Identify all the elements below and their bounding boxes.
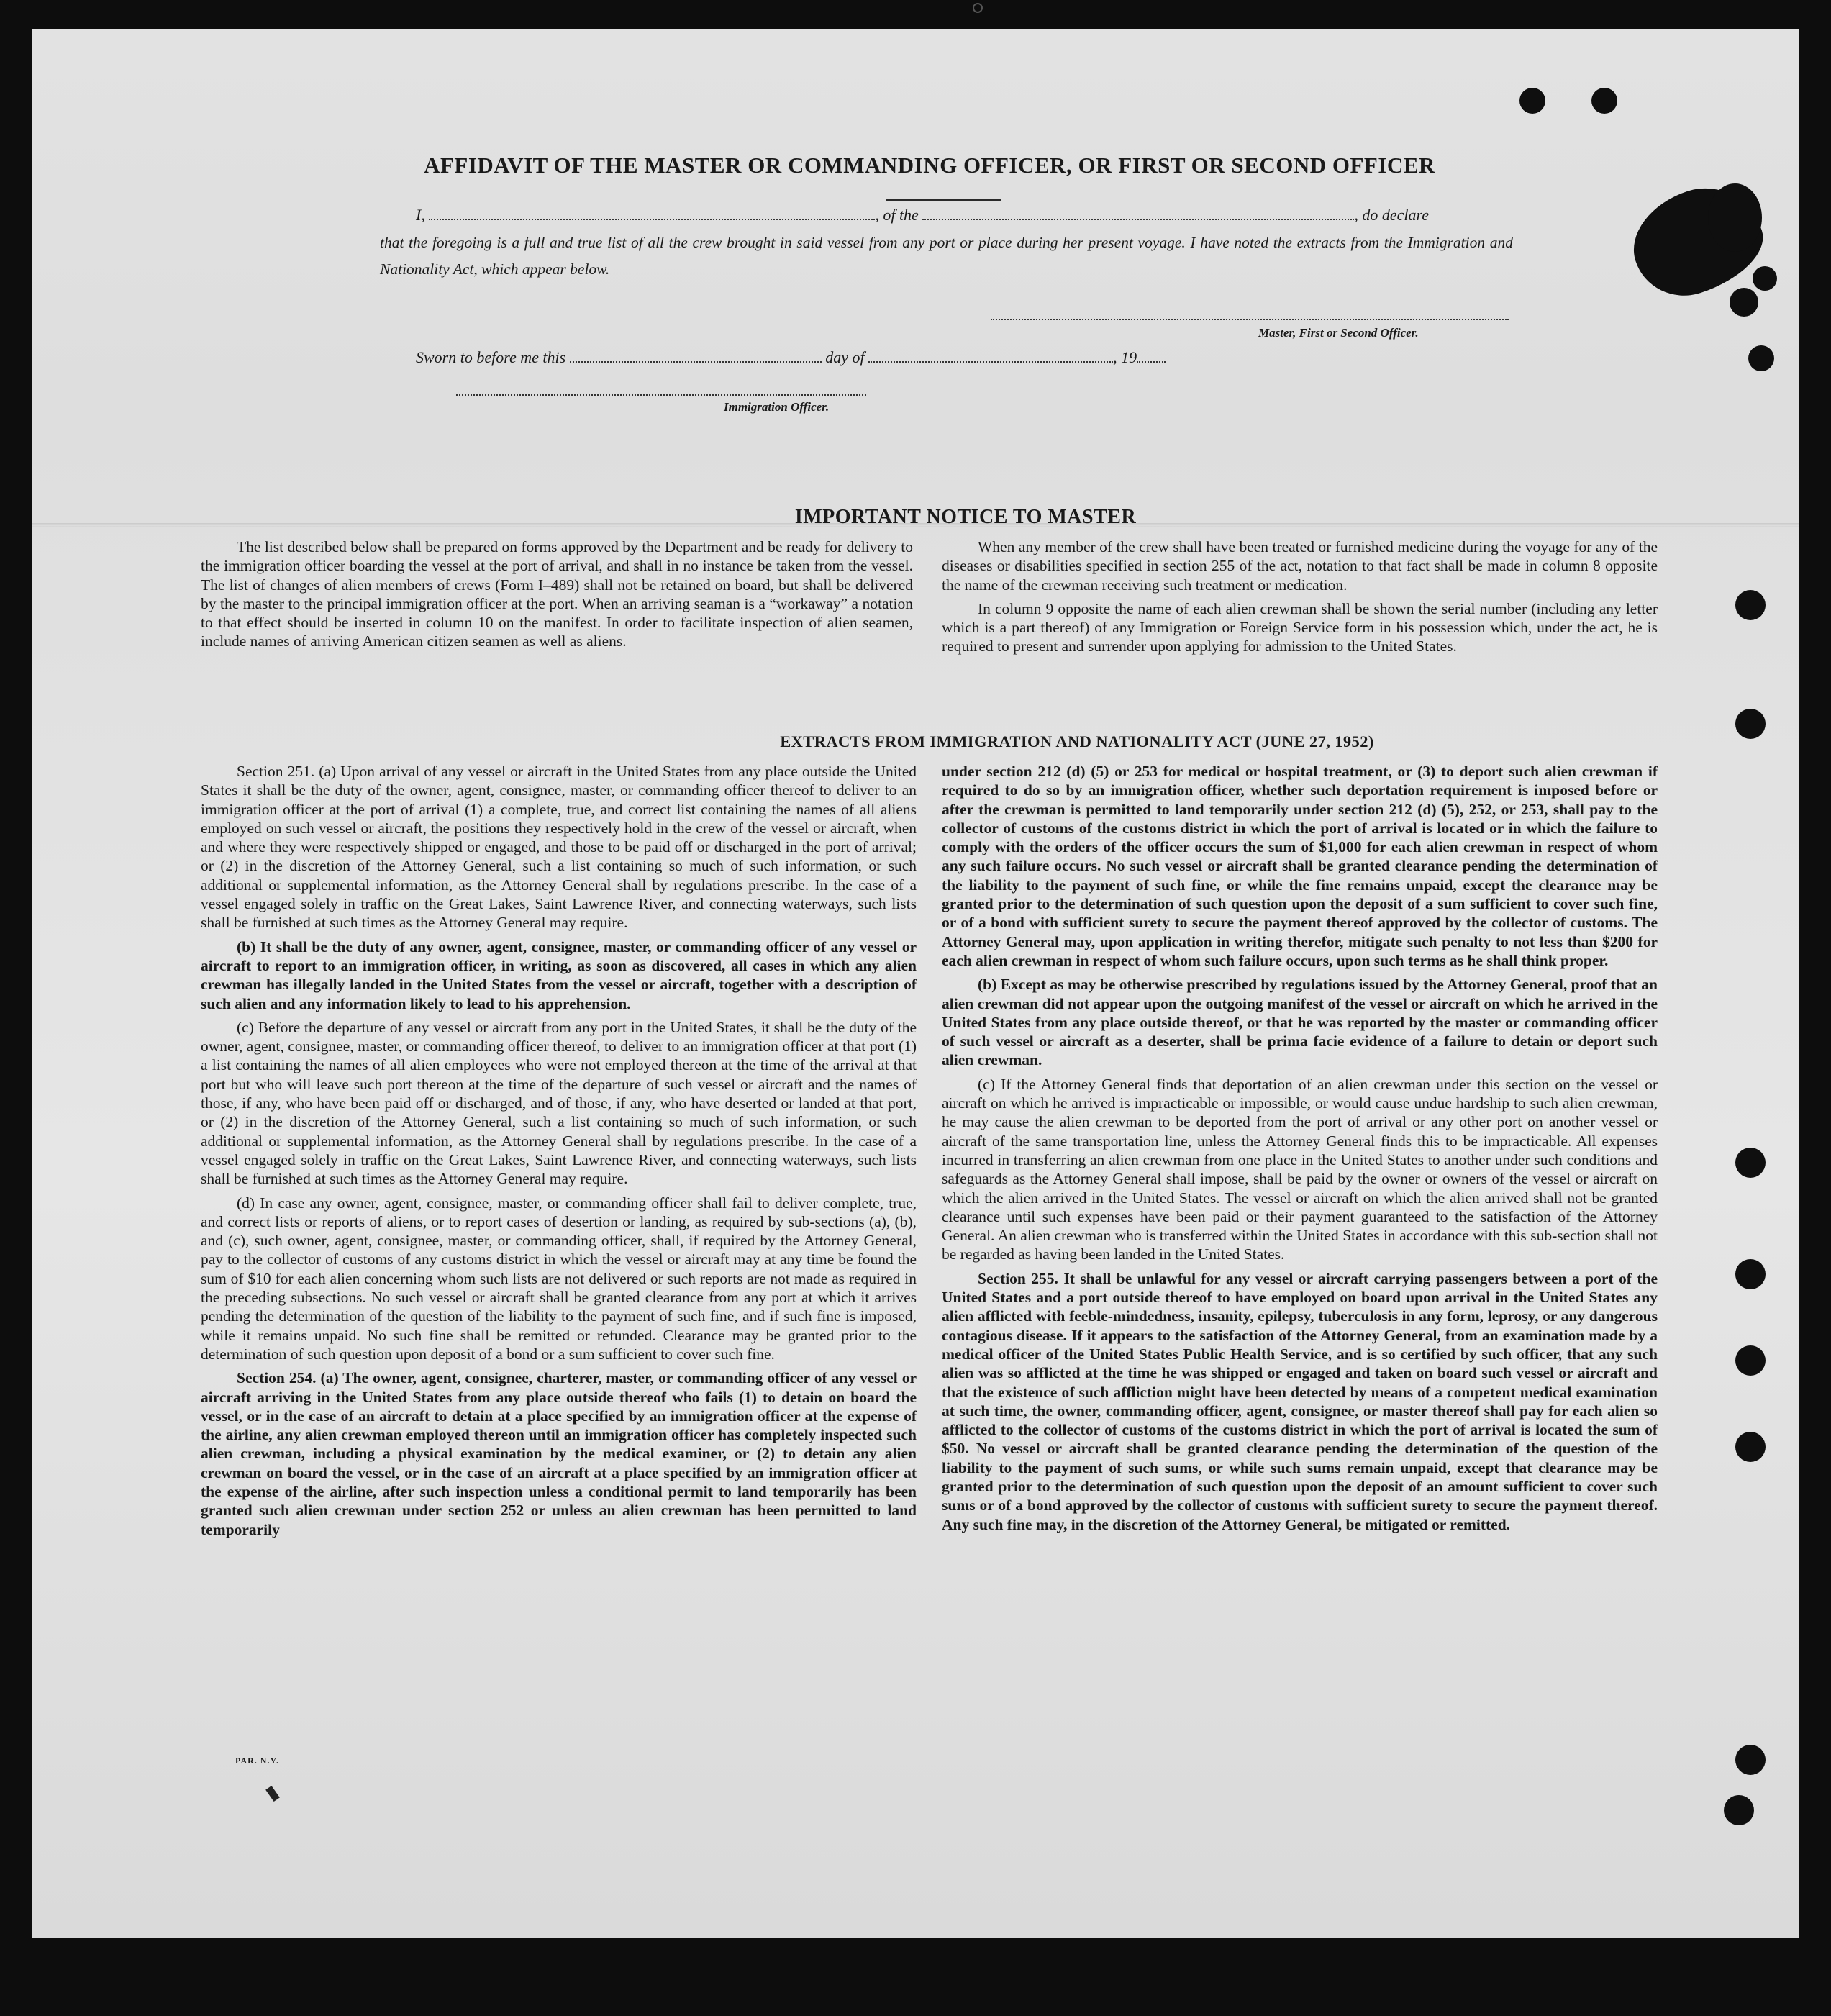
sworn-day-label: day of [825,348,865,366]
section-251-d: (d) In case any owner, agent, consignee, master, or commanding officer shall fail to deliver complete, true, and correct lists or reports of aliens, or to report cases of desertion or landing, as required by sub-sections (a), (b), and (c), such owner, agent, consignee, master, or commanding officer, shall, if required by the Attorney General, pay to the collector of customs of any customs district in which the vessel or aircraft may at any time be found the sum of $10 for each alien concerning whom such lists are not delivered or such reports are not made as required in the preceding subsections. No such vessel or aircraft shall be granted clearance from any port at which it arrives pending the determination of the question of the liability to the payment of such fine, and if such fine is imposed, while it remains unpaid. No such fine shall be remitted or refunded. Clearance may be granted prior to the determination of such question upon deposit of a bond or a sum sufficient to cover such fine. [201,1194,917,1363]
notice-left-paragraph: The list described below shall be prepared on forms approved by the Department and be ready for delivery to the immigration officer boarding the vessel at the port of arrival, and shall in no instance be taken from the vessel. The list of changes of alien members of crews (Form I–489) shall not be retained on board, but shall be delivered by the master to the principal immigration officer at the port. When an arriving seaman is a “workaway” a notation to that effect should be inserted in column 10 on the manifest. In order to facilitate inspection of alien seamen, include names of arriving American citizen seamen as well as aliens. [201,538,913,650]
section-251-a: Section 251. (a) Upon arrival of any vessel or aircraft in the United States from any place outside the United States it shall be the duty of the owner, agent, consignee, master, or commanding officer thereof to deliver to an immigration officer at the port of arrival (1) a complete, true, and correct list containing the names of all aliens employed on such vessel or aircraft, the positions they respectively hold in the crew of the vessel or aircraft, when and where they were respectively shipped or engaged, and those to be paid off or discharged in the port of arrival; or (2) in the discretion of the Attorney General, such a list containing so much of such information, or such additional or supplemental information, as the Attorney General shall by regulations prescribe. In the case of a vessel engaged solely in traffic on the Great Lakes, Saint Lawrence River, and connecting waterways, such lists shall be furnished at such times as the Attorney General may require. [201,763,917,932]
notice-left-column [201,537,913,656]
declaration-statement: that the foregoing is a full and true list of all the crew brought in said vessel from any port or place during her present voyage. I have noted the extracts from the Immigration and Nationality Act, which appear below. [380,234,1513,278]
section-254-a-continued: under section 212 (d) (5) or 253 for medical or hospital treatment, or (3) to deport such alien crewman if required to do so by an immigration officer, whether such deportation requirement is imposed before or after the crewman is permitted to land temporarily under section 212 (d) (5), 252, or 253, shall pay to the collector of customs of the customs district in which the port of arrival is located or in which the failure to comply with the orders of the officer occurs the sum of $1,000 for each alien crewman in respect of whom any such failure occurs. No such vessel or aircraft shall be granted clearance pending the determination of the liability to the payment of such fine, or while the fine remains unpaid, except the clearance may be granted prior to the determination of such question upon the deposit of a sum sufficient to cover such fine, or of a bond with sufficient surety to secure the payment thereof approved by the collector of customs. The Attorney General may, upon application in writing therefor, mitigate such penalty to not less than $200 for each alien crewman in respect of whom such failure occurs, upon such terms as he shall think proper. [942,763,1658,969]
declaration-i: I, [416,206,425,224]
punch-hole [1735,590,1766,620]
officer-signature-line[interactable] [456,394,866,396]
extracts-right-column [942,762,1658,1539]
master-signature-line[interactable] [991,319,1509,320]
sworn-prefix: Sworn to before me this [416,348,566,366]
punch-hole [1519,88,1545,114]
punch-hole [1735,1745,1766,1775]
sworn-line [380,344,1509,371]
section-254-c: (c) If the Attorney General finds that deportation of an alien crewman under this section on the vessel or aircraft on which he arrived is impracticable or impossible, or would cause undue hardship to such alien crewman, he may cause the alien crewman to be deported from the port of arrival or any other port on another vessel or aircraft of the same transportation line, unless the Attorney General finds this to be impracticable. All expenses incurred in transferring an alien crewman from one place in the United States to another under such conditions and safeguards as the Attorney General shall impose, shall be paid by the owner or owners of the vessel or aircraft on which the alien arrived in the United States. The vessel or aircraft on which the alien arrived shall not be granted clearance until such expenses have been paid or their payment guaranteed to the satisfaction of the Attorney General. An alien crewman who is transferred within the United States in accordance with this sub-section shall not be regarded as having been landed in the United States. [942,1075,1658,1263]
name-blank[interactable] [429,219,875,220]
punch-hole [1748,345,1774,371]
punch-hole [1735,1259,1766,1289]
punch-hole [1591,88,1617,114]
sworn-month-blank[interactable] [868,361,1113,363]
extracts-title: EXTRACTS FROM IMMIGRATION AND NATIONALITY ACT (JUNE 27, 1952) [780,732,1374,750]
declaration-declare: , do declare [1354,206,1429,224]
extracts-left-column [201,762,917,1544]
punch-hole [1730,288,1758,317]
scan-speck [973,3,983,13]
ink-blot [1708,183,1762,252]
section-254-a: Section 254. (a) The owner, agent, consignee, charterer, master, or commanding officer of any vessel or aircraft arriving in the United States from any place outside thereof who fails (1) to detain on board the vessel, or in the case of an aircraft to detain at a place specified by an immigration officer at the expense of the airline, any alien crewman employed thereon until an immigration officer has completely inspected such alien crewman, including a physical examination by the medical examiner, or (2) to detain any alien crewman on board the vessel, or in the case of an aircraft at a place specified by an immigration officer at the expense of the airline, after such inspection unless a conditional permit to land temporarily has been granted such alien crewman under section 252 or unless an alien crewman has been permitted to land temporarily [201,1369,917,1538]
punch-hole [1724,1795,1754,1825]
printer-mark: PAR. N.Y. [235,1756,280,1766]
vessel-blank[interactable] [922,219,1354,220]
officer-signature-label: Immigration Officer. [724,400,830,414]
punch-hole [1735,1432,1766,1462]
declaration-of-the: , of the [875,206,919,224]
punch-hole [1735,1345,1766,1376]
section-254-b: (b) Except as may be otherwise prescribed by regulations issued by the Attorney General, proof that an alien crewman did not appear upon the outgoing manifest of the vessel or aircraft on which he arrived in the United States from any place outside thereof, or that he was reported by the master or commanding officer of such vessel or aircraft as a deserter, shall be prima facie evidence of a failure to detain or deport such alien crewman. [942,976,1658,1069]
affidavit-title: AFFIDAVIT OF THE MASTER OR COMMANDING OFFICER, OR FIRST OR SECOND OFFICER [424,153,1435,178]
document-page [32,29,1799,1938]
notice-title: IMPORTANT NOTICE TO MASTER [794,506,1137,528]
section-255: Section 255. It shall be unlawful for any vessel or aircraft carrying passengers between a port of the United States and a port outside thereof to have employed on board upon arrival in the United States any alien afflicted with feeble-mindedness, insanity, epilepsy, tuberculosis in any form, leprosy, or any dangerous contagious disease. If it appears to the satisfaction of the Attorney General, from an examination made by a medical officer of the United States Public Health Service, and is so certified by such officer, that any such alien was so afflicted at the time he was shipped or engaged and taken on board such vessel or aircraft and that the existence of such affliction might have been detected by means of a competent medical examination at such time, the owner, commanding officer, agent, consignee, or master thereof shall pay for each alien so afflicted to the collector of customs of the customs district in which the port of arrival is located the sum of $50. No vessel or aircraft shall be granted clearance pending the determination of the question of the liability to the payment of such sums, or while such sums remain unpaid, except that clearance may be granted prior to the determination of such question upon the deposit of an amount sufficient to cover such sums or of a bond approved by the collector of customs with sufficient surety to secure the payment thereof. Any such fine may, in the discretion of the Attorney General, be mitigated or remitted. [942,1269,1658,1533]
master-signature-label: Master, First or Second Officer. [1258,326,1419,340]
notice-right-paragraph-2: In column 9 opposite the name of each alien crewman shall be shown the serial number (including any letter which is a part thereof) of any Immigration or Foreign Service form in his possession which, under the act, he is required to present and surrender upon applying for admission to the United States. [942,599,1658,655]
ink-scratch [265,1786,280,1802]
notice-right-column [942,537,1658,661]
notice-right-paragraph-1: When any member of the crew shall have been treated or furnished medicine during the voyage for any of the diseases or disabilities specified in section 255 of the act, notation to that fact shall be made in column 8 opposite the name of the crewman receiving such treatment or medication. [942,538,1658,594]
section-251-b: (b) It shall be the duty of any owner, agent, consignee, master, or commanding officer of any vessel or aircraft to report to an immigration officer, in writing, as soon as discovered, all cases in which any alien crewman has illegally landed in the United States from the vessel or aircraft, together with a description of such alien and any information likely to lead to his apprehension. [201,937,917,1012]
punch-hole [1735,1148,1766,1178]
sworn-day-blank[interactable] [570,361,822,363]
section-251-c: (c) Before the departure of any vessel or aircraft from any port in the United States, it shall be the duty of the owner, agent, consignee, master, or commanding officer thereof, to deliver to an immigration officer at that port (1) a list containing the names of all alien employees who were not employed thereon at the time of the arrival at that port but who will leave such port thereon at the time of the departure of such vessel or aircraft and the names of those, if any, who have been paid off or discharged, and of those, if any, who have deserted or landed at that port, or (2) in the discretion of the Attorney General, such a list containing so much of such information, or such additional or supplemental information, as the Attorney General shall by regulations prescribe. In the case of a vessel engaged solely in traffic on the Great Lakes, Saint Lawrence River, and connecting waterways, such lists shall be furnished at such times as the Attorney General may require. [201,1018,917,1188]
sworn-year-label: , 19 [1113,348,1137,366]
punch-hole [1753,266,1777,291]
sworn-year-blank[interactable] [1137,361,1166,363]
declaration-line-1 [380,201,1509,228]
